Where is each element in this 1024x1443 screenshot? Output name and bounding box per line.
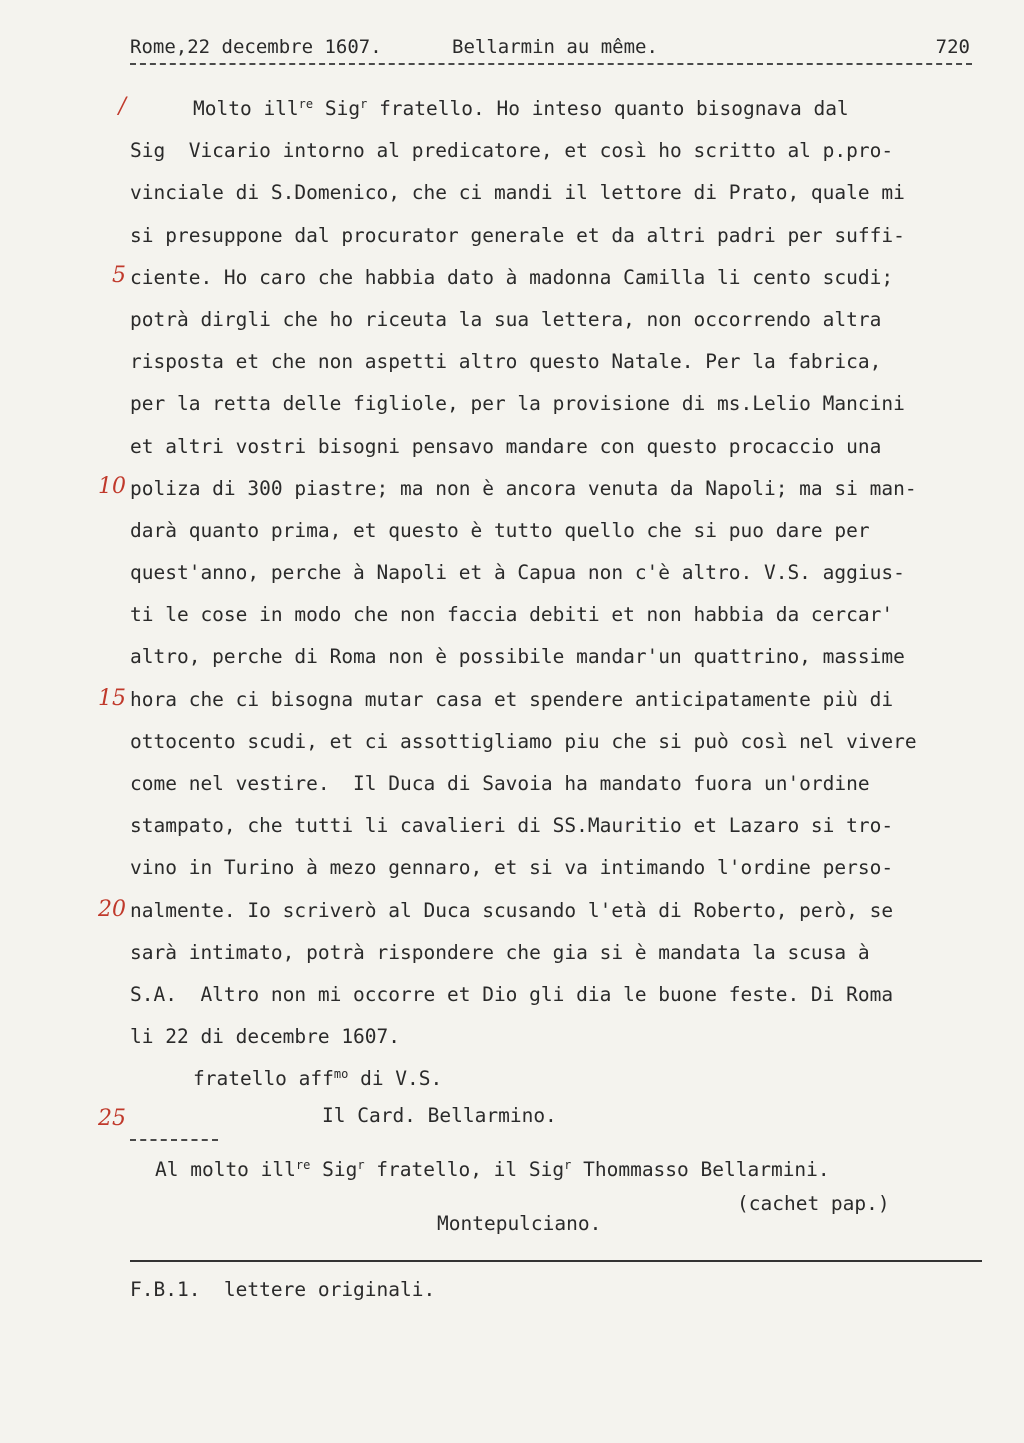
salutation-part: Sig [313,97,361,120]
salutation: Molto ill [193,97,299,120]
letter-line: poliza di 300 piastre; ma non è ancora venuta da Napoli; ma si man- [130,476,917,500]
margin-line-number: 5 [112,263,126,288]
address-place: Montepulciano. [437,1212,602,1235]
letter-line: vino in Turino à mezo gennaro, et si va intimando l'ordine perso- [130,856,894,880]
letter-body [130,88,1000,1101]
letter-line: vinciale di S.Domenico, che ci mandi il lettore di Prato, quale mi [130,181,905,205]
letter-line: nalmente. Io scriverò al Duca scusando l'età di Roberto, però, se [130,898,894,922]
closing-text: fratello aff [193,1067,334,1091]
letter-line: sarà intimato, potrà rispondere che gia si è mandata la scusa à [130,940,870,964]
margin-line-number: 20 [98,897,126,922]
short-dashed-rule [130,1139,218,1141]
letter-line: ciente. Ho caro che habbia dato à madonna Camilla li cento scudi; [130,265,894,289]
letter-line: et altri vostri bisogni pensavo mandare con questo procaccio una [130,434,882,458]
letter-line [130,88,1000,130]
letter-line: li 22 di decembre 1607. [130,1025,401,1049]
letter-line-text: fratello. Ho inteso quanto bisognava dal [367,97,849,120]
margin-line-number: 10 [98,474,126,499]
letter-line: potrà dirgli che ho riceuta la sua lettera, non occorrendo altra [130,307,882,331]
margin-line-number: / [118,94,126,119]
cachet-note: (cachet pap.) [737,1192,890,1215]
letter-line: ti le cose in modo che non faccia debiti et non habbia da cercar' [130,603,894,627]
margin-line-number: 25 [98,1106,126,1131]
superscript: re [298,97,314,111]
address-text: Al molto ill [155,1158,296,1181]
margin-line-number: 15 [98,686,126,711]
closing-text: di V.S. [348,1067,443,1091]
superscript: r [360,97,368,111]
letter-line: per la retta delle figliole, per la provisione di ms.Lelio Mancini [130,392,905,416]
superscript: r [357,1158,365,1172]
address-text: Sig [310,1158,358,1181]
superscript: re [295,1158,311,1172]
letter-line: come nel vestire. Il Duca di Savoia ha mandato fuora un'ordine [130,772,870,795]
letter-line: quest'anno, perche à Napoli et à Capua non c'è altro. V.S. aggius- [130,561,905,585]
superscript: mo [333,1067,349,1082]
footer-rule [130,1260,982,1262]
letter-line: darà quanto prima, et questo è tutto quello che si puo dare per [130,518,870,542]
letter-line: S.A. Altro non mi occorre et Dio gli dia le buone feste. Di Roma [130,982,894,1006]
letter-line: Sig Vicario intorno al predicatore, et così ho scritto al p.pro- [130,139,894,163]
letter-line: risposta et che non aspetti altro questo Natale. Per la fabrica, [130,350,882,374]
letter-line: stampato, che tutti li cavalieri di SS.Mauritio et Lazaro si tro- [130,814,894,838]
closing-line [130,1058,1000,1100]
signature: Il Card. Bellarmino. [322,1104,557,1127]
source-reference: F.B.1. lettere originali. [130,1278,436,1301]
letter-line: hora che ci bisogna mutar casa et spendere anticipatamente più di [130,687,894,711]
letter-line: si presuppone dal procurator generale et da altri padri per suffi- [130,223,905,247]
header-title: Bellarmin au même. [452,36,658,58]
header-dashed-rule [130,63,972,65]
superscript: r [564,1158,572,1172]
address-text: Thommasso Bellarmini. [571,1158,830,1181]
header-place-date: Rome,22 decembre 1607. [130,36,382,58]
address-text: fratello, il Sig [364,1158,565,1181]
address-line [155,1158,830,1181]
letter-line: ottocento scudi, et ci assottigliamo piu che si può così nel vivere [130,729,917,753]
letter-line: altro, perche di Roma non è possibile mandar'un quattrino, massime [130,645,905,669]
header-letter-number: 720 [935,36,970,58]
